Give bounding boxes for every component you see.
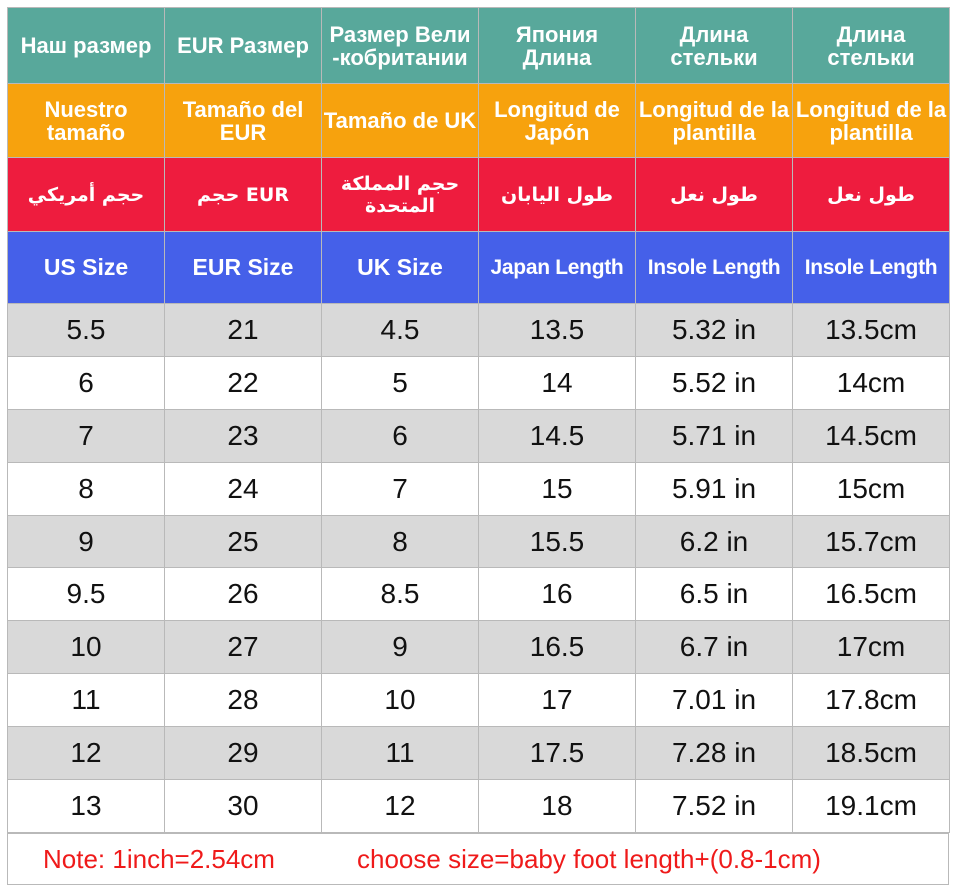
table-row — [8, 462, 950, 515]
header-cell: Размер Вели -кобритании — [322, 8, 479, 84]
table-cell: 5 — [322, 356, 479, 409]
table-cell: 8 — [322, 515, 479, 568]
table-cell: 27 — [165, 621, 322, 674]
size-table — [7, 7, 950, 833]
header-cell: Наш размер — [8, 8, 165, 84]
table-row — [8, 409, 950, 462]
header-cell: US Size — [8, 232, 165, 304]
table-cell: 5.71 in — [636, 409, 793, 462]
table-cell: 6.2 in — [636, 515, 793, 568]
table-cell: 13.5 — [479, 304, 636, 357]
table-cell: 30 — [165, 780, 322, 833]
table-cell: 8.5 — [322, 568, 479, 621]
table-row — [8, 727, 950, 780]
header-cell: Nuestro tamaño — [8, 84, 165, 158]
header-cell: Insole Length — [793, 232, 950, 304]
table-cell: 7.52 in — [636, 780, 793, 833]
table-cell: 14 — [479, 356, 636, 409]
table-row — [8, 568, 950, 621]
table-cell: 5.91 in — [636, 462, 793, 515]
header-cell: Longitud de la plantilla — [636, 84, 793, 158]
header-cell: Tamaño del EUR — [165, 84, 322, 158]
table-cell: 6 — [322, 409, 479, 462]
header-cell: Tamaño de UK — [322, 84, 479, 158]
table-cell: 5.32 in — [636, 304, 793, 357]
table-cell: 8 — [8, 462, 165, 515]
table-row — [8, 780, 950, 833]
table-cell: 17.5 — [479, 727, 636, 780]
table-cell: 17cm — [793, 621, 950, 674]
header-cell: EUR Size — [165, 232, 322, 304]
header-cell: Longitud de Japón — [479, 84, 636, 158]
header-cell: طول نعل — [793, 158, 950, 232]
conversion-note: Note: 1inch=2.54cm — [43, 844, 275, 874]
table-cell: 5.5 — [8, 304, 165, 357]
table-cell: 26 — [165, 568, 322, 621]
table-cell: 5.52 in — [636, 356, 793, 409]
table-cell: 13.5cm — [793, 304, 950, 357]
table-cell: 7.01 in — [636, 674, 793, 727]
table-row — [8, 674, 950, 727]
table-cell: 10 — [322, 674, 479, 727]
sizing-advice: choose size=baby foot length+(0.8-1cm) — [357, 844, 821, 874]
table-cell: 17.8cm — [793, 674, 950, 727]
table-cell: 14.5 — [479, 409, 636, 462]
table-cell: 14cm — [793, 356, 950, 409]
table-cell: 15.7cm — [793, 515, 950, 568]
header-cell: Длина стельки — [636, 8, 793, 84]
note-bar — [7, 833, 949, 885]
header-cell: Япония Длина — [479, 8, 636, 84]
table-cell: 23 — [165, 409, 322, 462]
table-cell: 6.7 in — [636, 621, 793, 674]
header-cell: طول نعل — [636, 158, 793, 232]
header-cell: طول اليابان — [479, 158, 636, 232]
header-row-english — [8, 232, 950, 304]
table-cell: 6.5 in — [636, 568, 793, 621]
table-cell: 10 — [8, 621, 165, 674]
table-cell: 19.1cm — [793, 780, 950, 833]
table-cell: 16 — [479, 568, 636, 621]
header-cell: Longitud de la plantilla — [793, 84, 950, 158]
table-row — [8, 515, 950, 568]
table-cell: 12 — [322, 780, 479, 833]
table-cell: 21 — [165, 304, 322, 357]
header-cell: UK Size — [322, 232, 479, 304]
table-cell: 17 — [479, 674, 636, 727]
table-cell: 12 — [8, 727, 165, 780]
table-cell: 7 — [8, 409, 165, 462]
table-cell: 7 — [322, 462, 479, 515]
header-cell: Japan Length — [479, 232, 636, 304]
header-row-arabic — [8, 158, 950, 232]
table-cell: 28 — [165, 674, 322, 727]
table-cell: 7.28 in — [636, 727, 793, 780]
table-row — [8, 304, 950, 357]
table-cell: 6 — [8, 356, 165, 409]
table-cell: 9 — [322, 621, 479, 674]
table-cell: 4.5 — [322, 304, 479, 357]
table-cell: 22 — [165, 356, 322, 409]
table-cell: 18.5cm — [793, 727, 950, 780]
table-cell: 16.5 — [479, 621, 636, 674]
header-cell: EUR Размер — [165, 8, 322, 84]
header-cell: Длина стельки — [793, 8, 950, 84]
table-cell: 16.5cm — [793, 568, 950, 621]
table-row — [8, 621, 950, 674]
table-cell: 15 — [479, 462, 636, 515]
header-cell: حجم أمريكي — [8, 158, 165, 232]
table-cell: 9 — [8, 515, 165, 568]
table-cell: 24 — [165, 462, 322, 515]
table-cell: 11 — [8, 674, 165, 727]
table-row — [8, 356, 950, 409]
table-cell: 13 — [8, 780, 165, 833]
table-cell: 25 — [165, 515, 322, 568]
table-cell: 29 — [165, 727, 322, 780]
table-cell: 14.5cm — [793, 409, 950, 462]
header-cell: حجم EUR — [165, 158, 322, 232]
table-cell: 18 — [479, 780, 636, 833]
table-cell: 11 — [322, 727, 479, 780]
header-cell: Insole Length — [636, 232, 793, 304]
header-row-russian — [8, 8, 950, 84]
table-cell: 15cm — [793, 462, 950, 515]
header-cell: حجم المملكة المتحدة — [322, 158, 479, 232]
header-row-spanish — [8, 84, 950, 158]
table-cell: 9.5 — [8, 568, 165, 621]
table-cell: 15.5 — [479, 515, 636, 568]
